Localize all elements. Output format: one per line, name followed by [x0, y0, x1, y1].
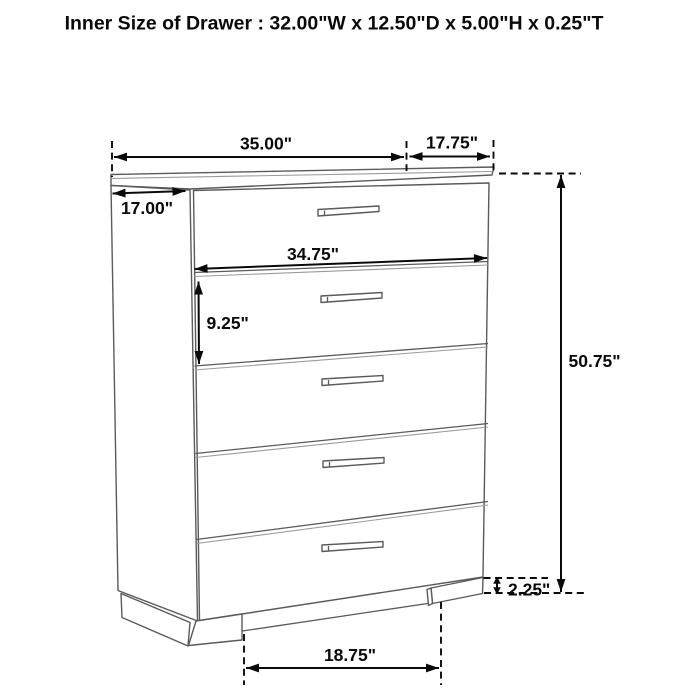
- dim-top-depth: [410, 133, 491, 157]
- dim-overall-height: [484, 174, 621, 594]
- dim-leg-gap-label: 18.75": [323, 645, 377, 665]
- dim-base-height: [484, 577, 551, 600]
- dim-base-height-label: 2.25": [508, 579, 551, 600]
- dim-drawer-width-label: 34.75": [286, 244, 340, 264]
- page-title: Inner Size of Drawer : 32.00"W x 12.50"D x 5.00"H x 0.25"T: [64, 12, 604, 35]
- chest-front-face: [194, 183, 490, 621]
- dim-drawer-height-label: 9.25": [206, 313, 249, 333]
- dim-top-width: [114, 134, 404, 158]
- chest-side-panel: [111, 186, 198, 622]
- chest-drawing: [111, 167, 494, 646]
- dim-leg-gap: [244, 602, 441, 685]
- dim-overall-height-label: 50.75": [568, 351, 621, 371]
- base-right-leg-end-cap: [427, 588, 433, 606]
- dim-top-width-label: 35.00": [239, 133, 293, 154]
- dim-side-depth-label: 17.00": [120, 198, 174, 218]
- dim-top-depth-label: 17.75": [425, 132, 479, 153]
